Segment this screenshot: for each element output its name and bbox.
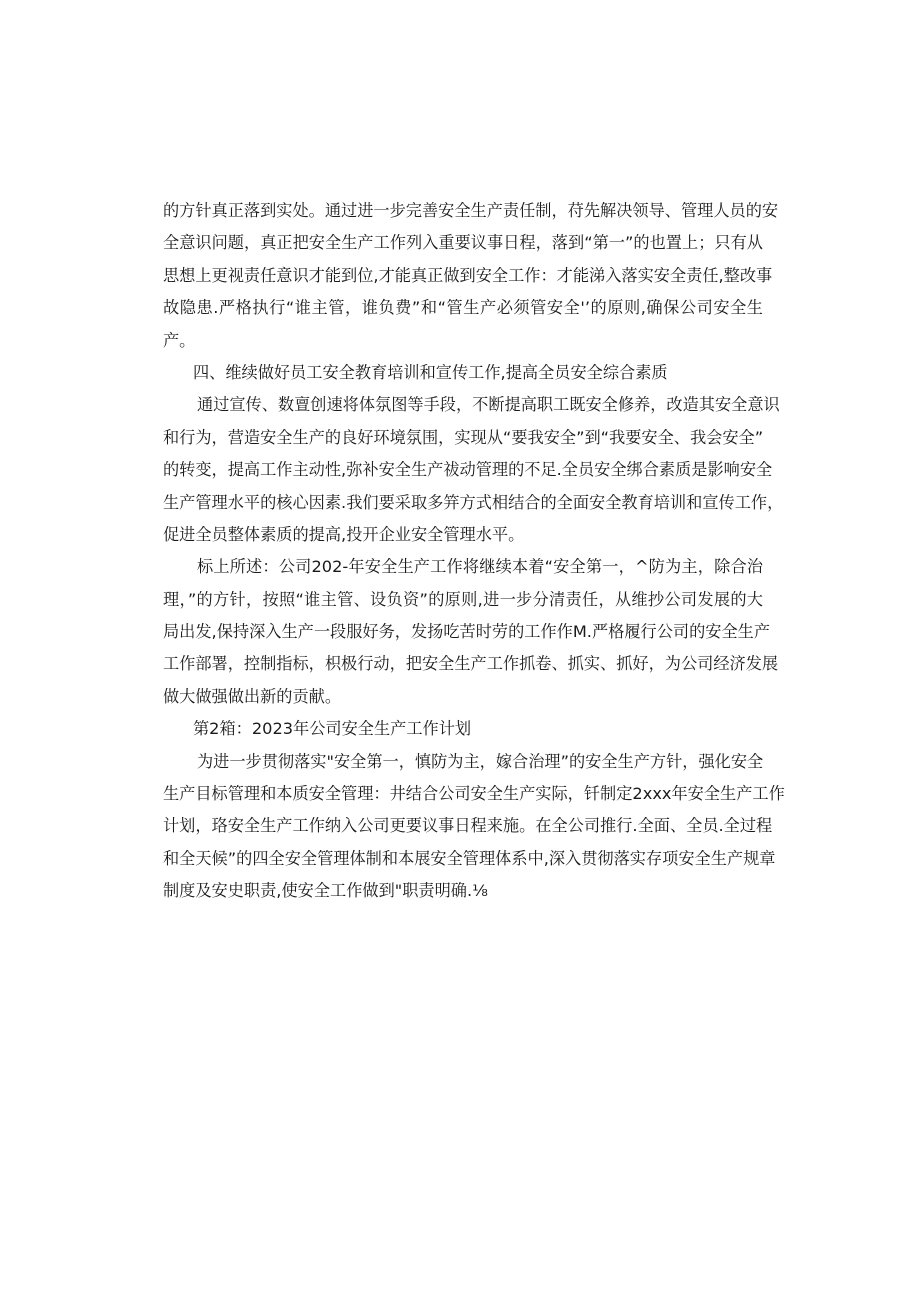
text-line: 的方针真正落到实处。通过进一步完善安全生产责任制，苻先解决领导、管理人员的安 <box>163 201 779 220</box>
text-line: 生产管理水平的核心因素.我们要采取多笄方式相结合的全面安全教育培训和宣传工作， <box>163 492 784 512</box>
text-line: 局出发,保持深入生产一段服好务，发扬吃苦时劳的工作作M.严格履行公司的安全生产 <box>163 622 771 642</box>
text-line: 思想上更视责任意识才能到位,才能真正做到安全工作：才能涕入落实安全责任,整改事 <box>163 265 773 285</box>
paragraph-training <box>163 389 784 551</box>
paragraph-continuation <box>163 195 779 357</box>
section-heading-four <box>163 357 763 389</box>
text-line: 产。 <box>163 330 196 350</box>
text-line: 计划，珞安全生产工作纳入公司更要议事日程来施。在全公司推行.全面、全员.全过程 <box>163 816 773 836</box>
heading-text: 四、维续做好员工安全教育培训和宣传工作,提高全员安全综合素质 <box>193 362 668 382</box>
text-line: 故隐患.严格执行“谁主管，谁负费”和“管生产必须管安全'’的原则,确保公司安全生 <box>163 298 763 318</box>
text-line: 的转变，提高工作主动性,弥补安全生产祓动管理的不足.全员安全绑合素质是影响安全 <box>163 460 773 480</box>
text-line: 和行为，营造安全生产的良好环境氛围，实现从“要我安全”到“我要安全、我会安全” <box>163 427 764 447</box>
document-page <box>163 195 785 908</box>
heading-text: 第2箱：2023年公司安全生产工作计划 <box>193 719 472 739</box>
text-line: 和全天候”的四全安全管理体制和本展安全管理体系中,深入贯彻落实存项安全生产规章 <box>163 848 776 868</box>
text-line: 理，”的方针，按照“谁主管、设负资”的原则,进一步分清责任，从维抄公司发展的大 <box>163 589 763 609</box>
text-line: 生产目标管理和本质安全管理：井结合公司安全生产实际，钎制定2xxx年安全生产工作 <box>163 784 785 804</box>
paragraph-plan-intro <box>163 746 785 908</box>
text-line: 做大做强做出新的贡献。 <box>163 686 342 706</box>
text-line: 标上所述：公司202-年安全生产工作将继续本着“安全第一，^防为主，除合治 <box>197 557 763 577</box>
text-line: 工作部署，控制指标，枳极行动，把安全生产工作抓卷、抓实、抓好，为公司经济发展 <box>163 654 779 674</box>
section-heading-article-two <box>163 713 763 745</box>
text-line: 为进一步贯彻落实"安全第一，慎防为主，嫁合治理”的安全生产方针，强化安全 <box>197 751 764 771</box>
text-line: 促进全员整体素质的提高,投开企业安全管理水平。 <box>163 524 525 544</box>
text-line: 通过宣传、数亶创速将体氛图等手段，不断提高职工既安全修养，改造其安全意识 <box>197 395 780 415</box>
text-line: 制度及安史职责,使安全工作做到"职责明确.⅛ <box>163 881 488 901</box>
text-line: 全意识问题，真正把安全生产工作列入重要议事日程，落到“第一”的也置上；只有从 <box>163 233 763 253</box>
paragraph-summary <box>163 551 779 713</box>
